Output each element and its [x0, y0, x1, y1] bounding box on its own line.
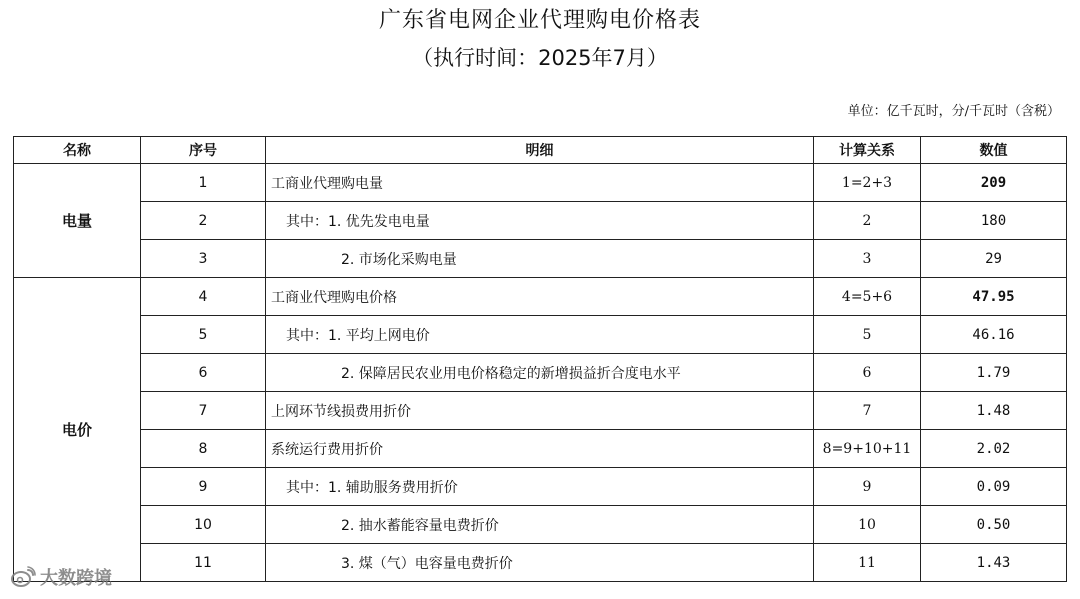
row-calc: 3 — [814, 240, 921, 278]
row-seq: 1 — [141, 164, 266, 202]
table-row — [14, 392, 1067, 430]
table-header-row — [14, 137, 1067, 164]
row-value: 0.09 — [921, 468, 1067, 506]
row-detail: 系统运行费用折价 — [266, 430, 814, 468]
row-seq: 11 — [141, 544, 266, 582]
row-calc: 9 — [814, 468, 921, 506]
watermark — [10, 563, 112, 591]
group-label-energy: 电量 — [14, 164, 141, 278]
row-detail: 2. 保障居民农业用电价格稳定的新增损益折合度电水平 — [266, 354, 814, 392]
row-detail: 其中：1. 辅助服务费用折价 — [266, 468, 814, 506]
row-calc: 10 — [814, 506, 921, 544]
header-seq: 序号 — [141, 137, 266, 164]
row-calc: 1=2+3 — [814, 164, 921, 202]
table-row — [14, 354, 1067, 392]
table-row — [14, 468, 1067, 506]
header-detail: 明细 — [266, 137, 814, 164]
row-value: 180 — [921, 202, 1067, 240]
weibo-logo-icon — [10, 566, 36, 588]
page-title: 广东省电网企业代理购电价格表 — [378, 8, 701, 33]
table-row — [14, 506, 1067, 544]
row-value: 0.50 — [921, 506, 1067, 544]
row-value: 209 — [921, 164, 1067, 202]
table-row — [14, 202, 1067, 240]
table-row — [14, 164, 1067, 202]
row-calc: 5 — [814, 316, 921, 354]
row-seq: 2 — [141, 202, 266, 240]
row-seq: 4 — [141, 278, 266, 316]
row-seq: 8 — [141, 430, 266, 468]
table-row — [14, 278, 1067, 316]
row-calc: 4=5+6 — [814, 278, 921, 316]
table-row — [14, 240, 1067, 278]
table-body — [14, 164, 1067, 582]
row-detail: 上网环节线损费用折价 — [266, 392, 814, 430]
header-name: 名称 — [14, 137, 141, 164]
table-row — [14, 316, 1067, 354]
row-value: 1.79 — [921, 354, 1067, 392]
group-label-price: 电价 — [14, 278, 141, 582]
row-calc: 7 — [814, 392, 921, 430]
row-value: 1.48 — [921, 392, 1067, 430]
row-seq: 7 — [141, 392, 266, 430]
row-seq: 9 — [141, 468, 266, 506]
row-detail: 其中：1. 优先发电电量 — [266, 202, 814, 240]
row-seq: 3 — [141, 240, 266, 278]
row-detail: 工商业代理购电量 — [266, 164, 814, 202]
watermark-text: 大数跨境 — [40, 568, 112, 589]
table-row — [14, 430, 1067, 468]
price-table — [13, 136, 1067, 582]
row-seq: 10 — [141, 506, 266, 544]
header-value: 数值 — [921, 137, 1067, 164]
row-seq: 5 — [141, 316, 266, 354]
page-subtitle: （执行时间：2025年7月） — [412, 46, 668, 70]
row-detail: 2. 抽水蓄能容量电费折价 — [266, 506, 814, 544]
row-value: 29 — [921, 240, 1067, 278]
row-detail: 其中：1. 平均上网电价 — [266, 316, 814, 354]
row-value: 1.43 — [921, 544, 1067, 582]
row-detail: 2. 市场化采购电量 — [266, 240, 814, 278]
row-calc: 8=9+10+11 — [814, 430, 921, 468]
row-calc: 6 — [814, 354, 921, 392]
row-seq: 6 — [141, 354, 266, 392]
row-calc: 2 — [814, 202, 921, 240]
row-detail: 3. 煤（气）电容量电费折价 — [266, 544, 814, 582]
row-detail: 工商业代理购电价格 — [266, 278, 814, 316]
row-value: 46.16 — [921, 316, 1067, 354]
table-row — [14, 544, 1067, 582]
unit-note: 单位：亿千瓦时，分/千瓦时（含税） — [847, 104, 1060, 119]
header-calc: 计算关系 — [814, 137, 921, 164]
row-value: 47.95 — [921, 278, 1067, 316]
row-calc: 11 — [814, 544, 921, 582]
row-value: 2.02 — [921, 430, 1067, 468]
